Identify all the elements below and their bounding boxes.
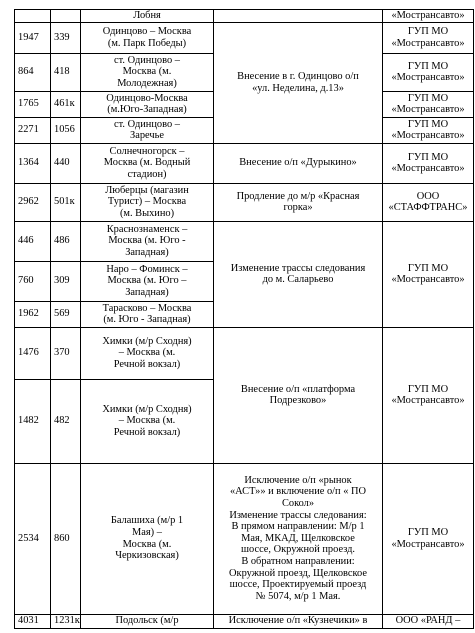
cell-change: Исключение о/п «рынок «АСТ»» и включение о/п « ПО Сокол» Изменение трассы следования: В прямом направлении: М/р 1 Мая, МКАД, Щелковское шоссе, Окружной проезд. В обратном направлении: Окружной проезд, Щелковское шоссе, Проектируемый проезд № 5074, м/р 1 Мая. [214,463,383,614]
cell-route: Одинцово – Москва (м. Парк Победы) [81,22,214,53]
cell-carrier: «Мострансавто» [383,10,474,23]
cell-number: 1765 [15,91,51,117]
cell-carrier: ООО «РАНД – [383,614,474,628]
cell-route: Тарасково – Москва (м. Юго - Западная) [81,301,214,327]
cell-carrier: ГУП МО «Мострансавто» [383,22,474,53]
cell-number: 2962 [15,183,51,221]
table-row [15,614,474,628]
cell-route-code: 1231к [51,614,81,628]
cell-change: Внесение о/п «Дурыкино» [214,143,383,183]
cell-route-code: 339 [51,22,81,53]
cell-number: 1364 [15,143,51,183]
cell-number: 1476 [15,327,51,379]
cell-number: 864 [15,53,51,91]
cell-route: ст. Одинцово – Москва (м. Молодежная) [81,53,214,91]
cell-carrier: ГУП МО «Мострансавто» [383,91,474,117]
cell-route: Солнечногорск – Москва (м. Водный стадион) [81,143,214,183]
cell-route: Подольск (м/р [81,614,214,628]
cell-carrier: ГУП МО «Мострансавто» [383,53,474,91]
cell-route-code: 418 [51,53,81,91]
cell-route: Лобня [81,10,214,23]
table-row [15,10,474,23]
cell-change: Продление до м/р «Красная горка» [214,183,383,221]
cell-route-code: 309 [51,261,81,301]
cell-route-code: 461к [51,91,81,117]
cell-route-code: 501к [51,183,81,221]
cell-carrier: ГУП МО «Мострансавто» [383,221,474,327]
cell-route: Химки (м/р Сходня) – Москва (м. Речной вокзал) [81,327,214,379]
cell-route: Люберцы (магазин Турист) – Москва (м. Выхино) [81,183,214,221]
cell-carrier: ООО «СТАФФТРАНС» [383,183,474,221]
cell-number: 1962 [15,301,51,327]
cell-change: Внесение в г. Одинцово о/п «ул. Неделина, д.13» [214,22,383,143]
cell-route-code: 860 [51,463,81,614]
cell-route: ст. Одинцово – Заречье [81,117,214,143]
cell-change: Изменение трассы следования до м. Саларьево [214,221,383,327]
cell-route: Химки (м/р Сходня) – Москва (м. Речной вокзал) [81,379,214,463]
cell-route: Наро – Фоминск – Москва (м. Юго – Западная) [81,261,214,301]
cell-route-code: 486 [51,221,81,261]
table-row [15,463,474,614]
cell-route-code: 440 [51,143,81,183]
cell-number [15,10,51,23]
table-row [15,221,474,261]
table-row [15,22,474,53]
table-row [15,327,474,379]
cell-change [214,10,383,23]
cell-number: 2534 [15,463,51,614]
cell-change: Исключение о/п «Кузнечики» в [214,614,383,628]
cell-route: Краснознаменск – Москва (м. Юго - Западная) [81,221,214,261]
cell-number: 4031 [15,614,51,628]
cell-route-code: 1056 [51,117,81,143]
cell-route-code [51,10,81,23]
cell-number: 1482 [15,379,51,463]
cell-route: Балашиха (м/р 1 Мая) – Москва (м. Черкизовская) [81,463,214,614]
cell-route-code: 370 [51,327,81,379]
cell-carrier: ГУП МО «Мострансавто» [383,327,474,463]
cell-number: 760 [15,261,51,301]
cell-change: Внесение о/п «платформа Подрезково» [214,327,383,463]
cell-carrier: ГУП МО «Мострансавто» [383,143,474,183]
cell-carrier: ГУП МО «Мострансавто» [383,117,474,143]
cell-route-code: 482 [51,379,81,463]
cell-route-code: 569 [51,301,81,327]
cell-number: 446 [15,221,51,261]
table-row [15,183,474,221]
cell-number: 2271 [15,117,51,143]
cell-carrier: ГУП МО «Мострансавто» [383,463,474,614]
routes-table [14,9,474,629]
table-row [15,143,474,183]
cell-number: 1947 [15,22,51,53]
cell-route: Одинцово-Москва (м.Юго-Западная) [81,91,214,117]
